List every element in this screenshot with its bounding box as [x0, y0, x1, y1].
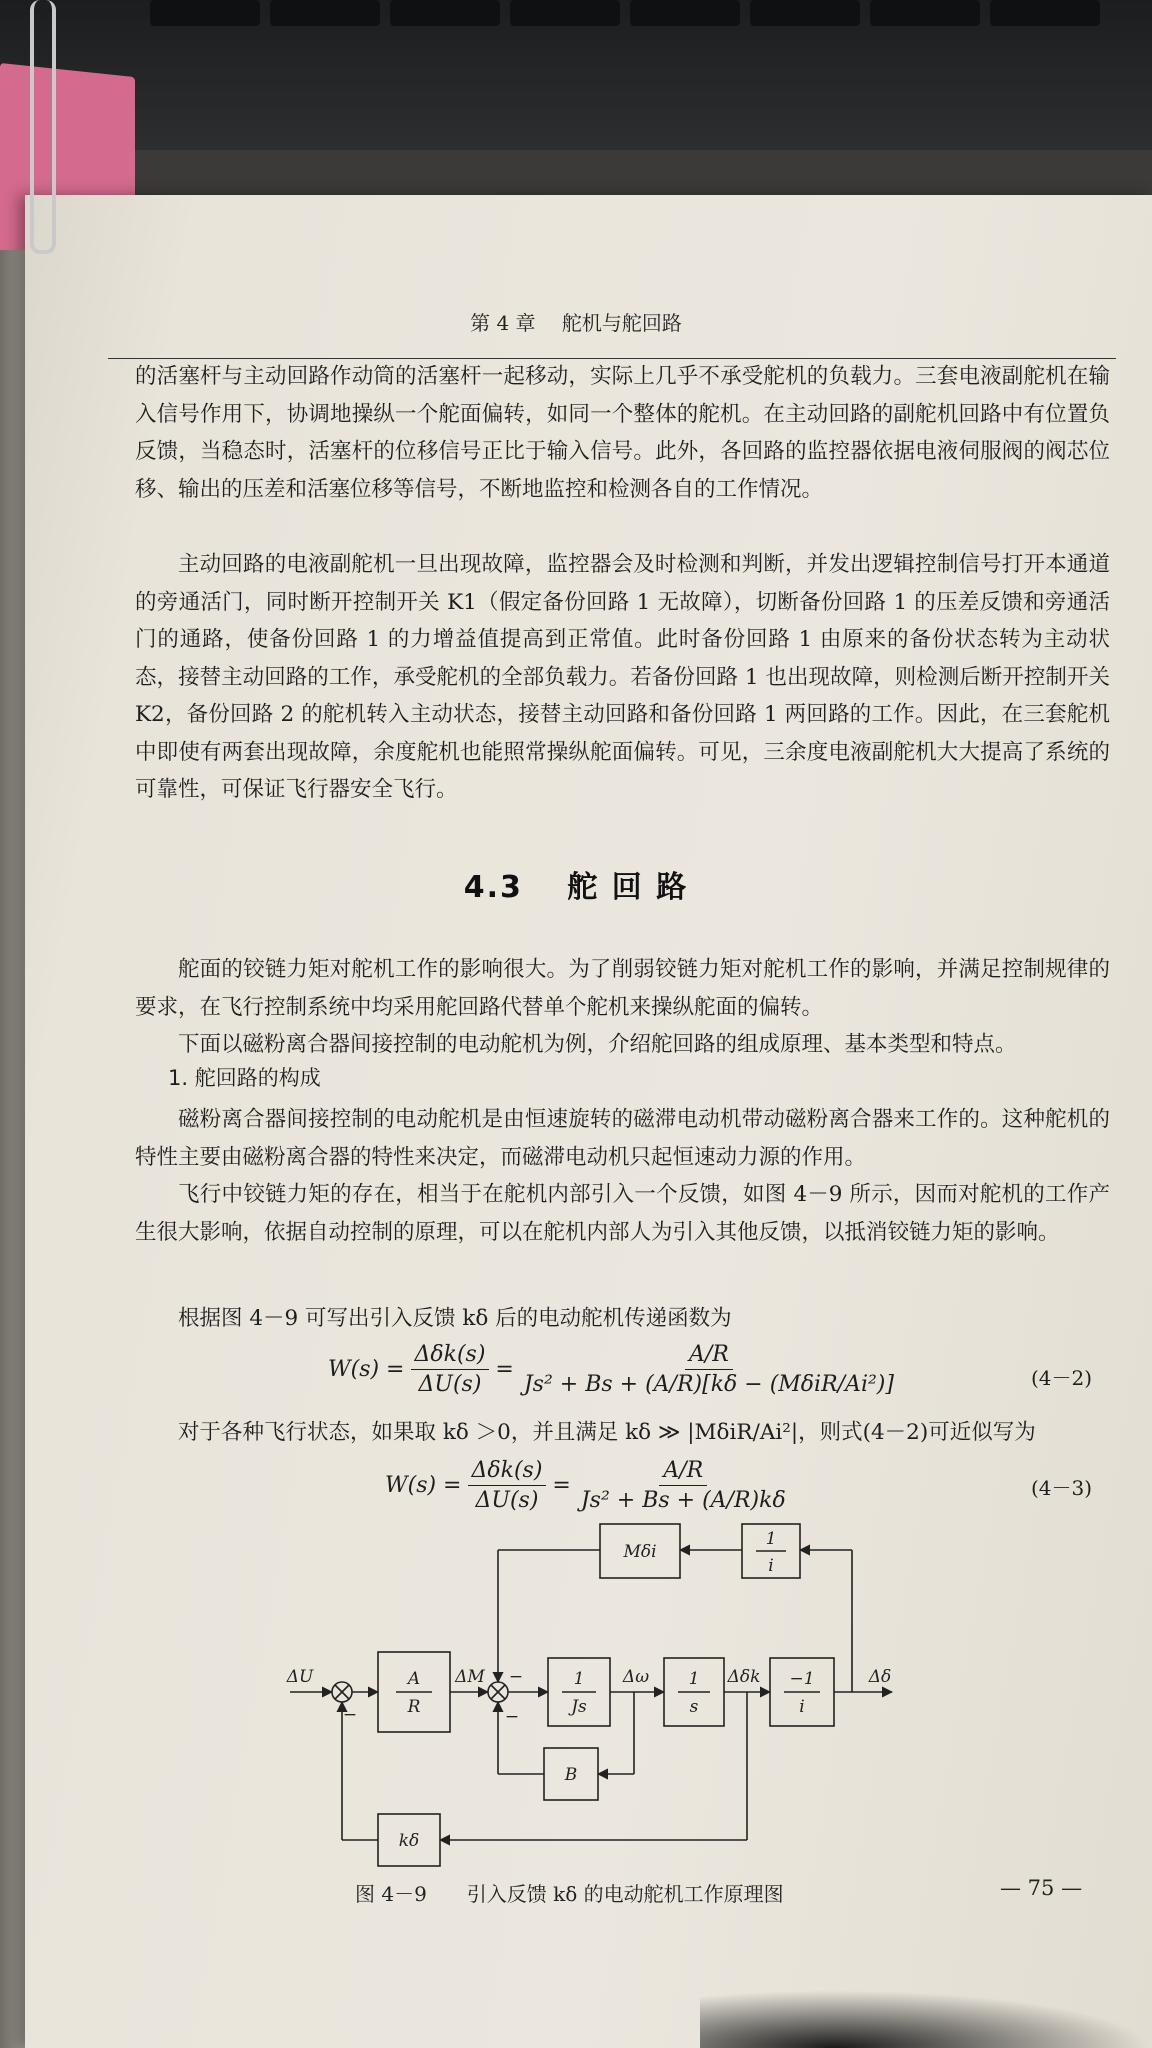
paragraph-5: 磁粉离合器间接控制的电动舵机是由恒速旋转的磁滞电动机带动磁粉离合器来工作的。这种舵机的特性主要由磁粉离合器的特性来决定，而磁滞电动机只起恒速动力源的作用。 [135, 1107, 1110, 1170]
eq-fraction [520, 1342, 898, 1397]
label-B: B [564, 1765, 578, 1785]
eq-lhs: W(s) = [328, 1357, 405, 1382]
eq-numerator: A/R [659, 1458, 707, 1486]
minus-sign: − [504, 1707, 520, 1727]
minus-sign: − [342, 1705, 358, 1725]
block-diagram [280, 1510, 920, 1870]
eq-denominator: Js² + Bs + (A/R)[kδ − (MδiR/Ai²)] [523, 1372, 894, 1397]
label-output: Δδ [868, 1667, 892, 1687]
paragraph-8: 对于各种飞行状态，如果取 kδ ＞0，并且满足 kδ ≫ |MδiR/Ai²|，则式(4－2)可近似写为 [178, 1420, 1036, 1445]
label-R: R [407, 1697, 421, 1717]
label-dw: Δω [622, 1667, 650, 1687]
keyboard-key [150, 0, 260, 26]
figure-caption: 图 4－9 引入反馈 kδ 的电动舵机工作原理图 [355, 1882, 784, 1906]
label-A: A [407, 1669, 421, 1689]
eq-denominator: ΔU(s) [475, 1488, 539, 1513]
keyboard-key [390, 0, 500, 26]
keyboard-key [990, 0, 1100, 26]
keyboard-key [270, 0, 380, 26]
equation-4-3: W(s) = $\frac{\text{Δδk(s)}}{\Delta U(s)}$ = $\frac{A/R}{\text{Js² + Bs + (A/R)kδ}}$ [385, 1458, 796, 1513]
label-s: s [689, 1697, 699, 1717]
section-number: 4.3 [463, 870, 523, 905]
section-title [0, 862, 1152, 906]
section-name: 舵 回 路 [567, 870, 689, 905]
running-head [0, 307, 1152, 336]
label-i: i [768, 1556, 774, 1576]
paragraph-6: 飞行中铰链力矩的存在，相当于在舵机内部引入一个反馈，如图 4－9 所示，因而对舵机的工作产生很大影响，依据自动控制的原理，可以在舵机内部人为引入其他反馈，以抵消铰链力矩的影响。 [135, 1182, 1110, 1245]
eq-fraction [411, 1342, 490, 1397]
label-dk: Δδk [727, 1667, 761, 1687]
label-dM: ΔM [455, 1667, 485, 1687]
keyboard-key [870, 0, 980, 26]
label-1: 1 [573, 1669, 585, 1689]
label-input: ΔU [286, 1667, 314, 1687]
eq-denominator: Js² + Bs + (A/R)kδ [580, 1488, 786, 1513]
keyboard-background [0, 0, 1152, 150]
eq-lhs: W(s) = [385, 1473, 462, 1498]
eq-numerator: Δδk(s) [468, 1458, 547, 1486]
label-i: i [799, 1697, 805, 1717]
chapter-label: 第 4 章 [470, 311, 536, 335]
label-1: 1 [688, 1669, 700, 1689]
paragraph-7: 根据图 4－9 可写出引入反馈 kδ 后的电动舵机传递函数为 [178, 1306, 732, 1331]
minus-sign: − [508, 1667, 524, 1687]
eq-numerator: Δδk(s) [411, 1342, 490, 1370]
paragraph-2: 主动回路的电液副舵机一旦出现故障，监控器会及时检测和判断，并发出逻辑控制信号打开本通道的旁通活门，同时断开控制开关 K1（假定备份回路 1 无故障），切断备份回路 1 的压差反馈和旁通活门的通路，使备份回路 1 的力增益值提高到正常值。此时备份回路 1 由原来的备份状态转为主动状态，接替主动回路的工作，承受舵机的全部负载力。若备份回路 1 也出现故障，则检测后断开控制开关 K2，备份回路 2 的舵机转入主动状态，接替主动回路和备份回路 1 两回路的工作。因此，在三套舵机中即使有两套出现故障，余度舵机也能照常操纵舵面偏转。可见，三余度电液副舵机大大提高了系统的可靠性，可保证飞行器安全飞行。 [135, 552, 1110, 802]
eq-fraction [468, 1458, 547, 1513]
chapter-title: 舵机与舵回路 [561, 311, 682, 335]
equation-label: (4－2) [1030, 1366, 1092, 1390]
equation-label: (4－3) [1030, 1476, 1092, 1500]
shadow [700, 1990, 1152, 2048]
subsection-heading: 1. 舵回路的构成 [168, 1066, 321, 1090]
eq-fraction [577, 1458, 790, 1513]
paragraph-3: 舵面的铰链力矩对舵机工作的影响很大。为了削弱铰链力矩对舵机工作的影响，并满足控制规律的要求，在飞行控制系统中均采用舵回路代替单个舵机来操纵舵面的偏转。 [135, 957, 1110, 1020]
label-M: Mδi [623, 1542, 657, 1562]
label-k: kδ [398, 1831, 420, 1851]
metal-clip [30, 0, 56, 254]
keyboard-key [630, 0, 740, 26]
paragraph-4: 下面以磁粉离合器间接控制的电动舵机为例，介绍舵回路的组成原理、基本类型和特点。 [178, 1032, 1017, 1057]
equation-4-2: W(s) = $\frac{\text{Δδk(s)}}{\Delta U(s)}$ = $\frac{A/R}{\text{Js² + Bs + (A/R)[kδ − (MδiR/Ai²)]}}$ [328, 1342, 904, 1397]
paragraph-1: 的活塞杆与主动回路作动筒的活塞杆一起移动，实际上几乎不承受舵机的负载力。三套电液副舵机在输入信号作用下，协调地操纵一个舵面偏转，如同一个整体的舵机。在主动回路的副舵机回路中有位置负反馈，当稳态时，活塞杆的位移信号正比于输入信号。此外，各回路的监控器依据电液伺服阀的阀芯位移、输出的压差和活塞位移等信号，不断地监控和检测各自的工作情况。 [135, 364, 1110, 502]
keyboard-key [510, 0, 620, 26]
label-minus1: −1 [789, 1669, 815, 1689]
eq-numerator: A/R [685, 1342, 733, 1370]
keyboard-key [750, 0, 860, 26]
eq-denominator: ΔU(s) [418, 1372, 482, 1397]
label-Js: Js [571, 1697, 587, 1717]
label-1: 1 [765, 1529, 777, 1549]
page-number: — 75 — [1000, 1876, 1083, 1900]
